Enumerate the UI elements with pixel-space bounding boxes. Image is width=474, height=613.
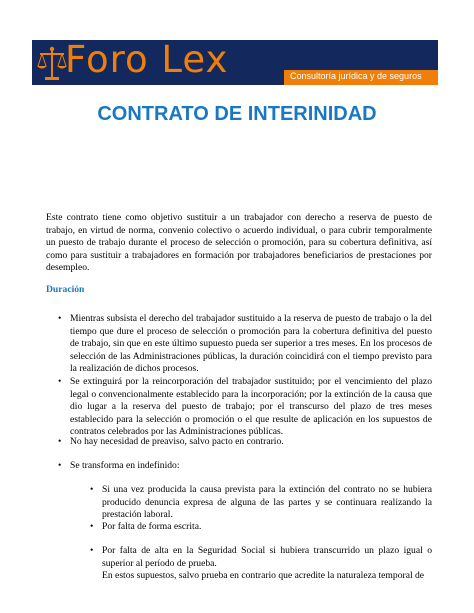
sub-bullet-item — [90, 484, 432, 522]
bullet-text: Se transforma en indefinido: — [70, 460, 180, 471]
header-banner — [32, 40, 438, 85]
bullet-dot: • — [90, 521, 94, 532]
bullet-dot: • — [58, 436, 62, 447]
sub-bullet-item — [90, 570, 432, 583]
bullet-text: Se extinguirá por la reincorporación del trabajador sustituido; por el vencimiento del plazo legal o convencionalmente establecido para la incorporación; por la extinción de la causa que dio lugar a la reserva del puesto de trabajo; por el transcurso del plazo de tres meses establecido para la selección o promoción o el que resulte de aplicación en los supuestos de contratos celebrados por las Administraciones públicas. — [70, 376, 432, 438]
section-heading-duracion: Duración — [46, 284, 85, 295]
bullet-dot: • — [58, 460, 62, 471]
sub-bullet-item — [90, 545, 432, 570]
sub-bullet-text: Por falta de alta en la Seguridad Social si hubiera transcurrido un plazo igual o superior al período de prueba. — [102, 545, 432, 569]
intro-paragraph: Este contrato tiene como objetivo sustituir a un trabajador con derecho a reserva de puesto de trabajo, en virtud de norma, convenio colectivo o acuerdo individual, o para cubrir temporalmente un puesto de trabajo durante el proceso de selección o promoción, para su cobertura definitiva, así como para sustituir a trabajadores en formación por trabajadores beneficiarios de prestaciones por desempleo. — [46, 212, 432, 274]
document-title: CONTRATO DE INTERINIDAD — [97, 103, 377, 125]
bullet-dot: • — [58, 313, 62, 324]
bullet-text: Mientras subsista el derecho del trabajador sustituido a la reserva de puesto de trabajo o la del tiempo que dure el proceso de selección o promoción para la cobertura definitiva del puesto de trabajo, sin que en este último supuesto pueda ser superior a tres meses. En los procesos de selección de las Administraciones públicas, la duración coincidirá con el tiempo previsto para la realización de dichos procesos. — [70, 313, 432, 375]
brand-tagline: Consultoría jurídica y de seguros — [290, 71, 422, 81]
bullet-item — [58, 376, 432, 439]
bullet-item — [58, 460, 432, 473]
bullet-dot: • — [90, 484, 94, 495]
bullet-dot: • — [90, 545, 94, 556]
sub-bullet-text: Por falta de forma escrita. — [102, 521, 202, 532]
bullet-text: No hay necesidad de preaviso, salvo pacto en contrario. — [70, 436, 284, 447]
trailing-text: En estos supuestos, salvo prueba en contrario que acredite la naturaleza temporal de — [102, 570, 425, 581]
bullet-item — [58, 436, 432, 449]
scales-of-justice-icon — [36, 44, 68, 82]
bullet-item — [58, 313, 432, 376]
brand-logo-text: Foro Lex — [65, 40, 229, 81]
sub-bullet-text: Si una vez producida la causa prevista para la extinción del contrato no se hubiera producido denuncia expresa de alguna de las partes y se continuara realizando la prestación laboral. — [102, 484, 432, 521]
bullet-dot: • — [58, 376, 62, 387]
sub-bullet-item — [90, 521, 432, 534]
